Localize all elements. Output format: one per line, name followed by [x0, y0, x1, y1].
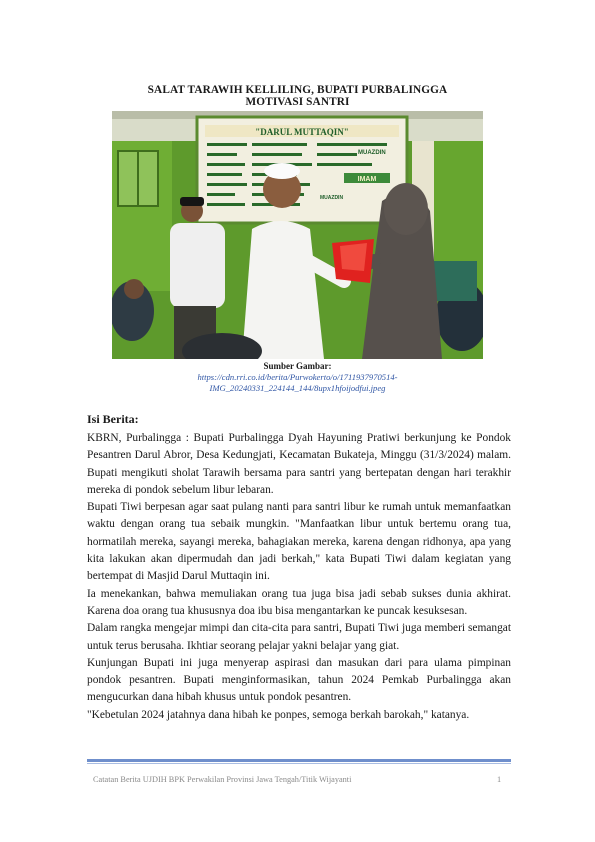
wall-banner: [197, 117, 407, 223]
banner-word-muazdin-2: MUAZDIN: [320, 195, 344, 201]
photo-illustration: [112, 111, 483, 359]
banner-word-imam: IMAM: [357, 176, 377, 183]
image-source-url[interactable]: [60, 372, 535, 393]
banner-title: "DARUL MUTTAQIN": [255, 127, 349, 137]
title-line-1: SALAT TARAWIH KELLILING, BUPATI PURBALINGGA: [147, 84, 448, 96]
paragraph: Kunjungan Bupati ini juga menyerap aspirasi dan masukan dari para ulama pimpinan pondok pesantren. Bupati menginformasikan, tahun 2024 Pemkab Purbalingga akan mengucurkan dana hibah khusus untuk pondok pesantren.: [87, 656, 511, 704]
footer-text: Catatan Berita UJDIH BPK Perwakilan Provinsi Jawa Tengah/Titik Wijayanti: [93, 775, 352, 784]
title-line-2: MOTIVASI SANTRI: [245, 96, 350, 108]
paragraph: Bupati Tiwi berpesan agar saat pulang nanti para santri libur ke rumah untuk memanfaatkan waktu dengan orang tua sebaik mungkin. "Manfaatkan libur untuk bertemu orang tua, hormatilah mereka, sayangi mereka, bahagiakan mereka, karena dengan ridhonya, apa yang kita lakukan akan dipermudah dan jadi berkah," kata Bupati Tiwi dalam kegiatan yang bertempat di Masjid Darul Muttaqin ini.: [87, 501, 511, 583]
image-source-label: Sumber Gambar:: [263, 361, 332, 371]
paragraph: Ia menekankan, bahwa memuliakan orang tua juga bisa jadi sebab sukses dunia akhirat. Karena doa orang tua khususnya doa ibu bisa mengantarkan ke puncak kesuksesan.: [87, 587, 511, 617]
paragraph: Dalam rangka mengejar mimpi dan cita-cita para santri, Bupati Tiwi juga memberi semangat untuk terus berusaha. Ikhtiar seorang pelajar yakni belajar yang giat.: [87, 622, 511, 652]
paragraph: "Kebetulan 2024 jatahnya dana hibah ke ponpes, semoga berkah barokah," katanya.: [87, 708, 470, 721]
red-folder: [332, 239, 374, 283]
footer-divider: [87, 759, 511, 762]
footer-divider-thin: [87, 763, 511, 764]
section-heading: Isi Berita:: [87, 412, 139, 426]
article-body: [87, 430, 511, 724]
banner-word-muazdin-1: MUAZDIN: [358, 150, 386, 156]
image-source-url-line-1[interactable]: https://cdn.rri.co.id/berita/Purwokerto/o/1711937970514-: [197, 372, 398, 382]
article-title: [60, 84, 535, 108]
news-photo: [112, 111, 483, 359]
page-number: 1: [497, 775, 502, 784]
image-source-url-line-2[interactable]: IMG_20240331_224144_144/8upx1hfoijodfui.jpeg: [209, 382, 386, 393]
paragraph: KBRN, Purbalingga : Bupati Purbalingga Dyah Hayuning Pratiwi berkunjung ke Pondok Pesantren Darul Abror, Desa Kedungjati, Kecamatan Bukateja, Minggu (31/3/2024) malam. Bupati mengikuti sholat Tarawih bersama para santri yang bertepatan dengan hari terakhir mereka di pondok sebelum libur lebaran.: [87, 432, 511, 496]
